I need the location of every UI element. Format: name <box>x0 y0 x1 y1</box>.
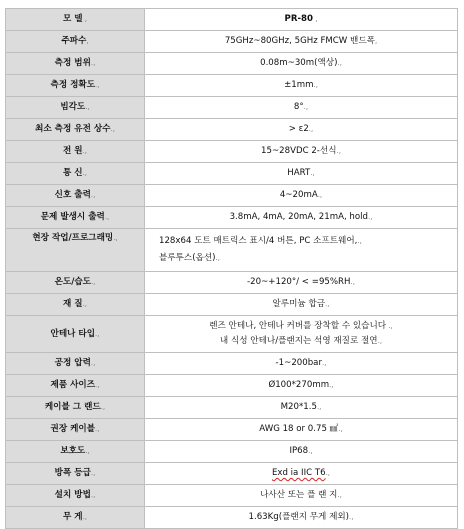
table-row <box>6 9 458 31</box>
row-value: AWG 18 or 0.75 ㎟., <box>145 419 458 441</box>
row-value: Ø100*270mm., <box>145 375 458 397</box>
row-value: 75GHz~80GHz, 5GHz FMCW 밴드폭, <box>145 31 458 53</box>
row-label: 케이블 그 랜드., <box>6 397 145 419</box>
table-row <box>6 441 458 463</box>
table-row <box>6 397 458 419</box>
row-label: 무 게., <box>6 507 145 529</box>
row-value: -1~200bar., <box>145 353 458 375</box>
table-row <box>6 316 458 353</box>
spec-table-container <box>5 8 458 529</box>
row-label: 권장 케이블., <box>6 419 145 441</box>
row-label: 공정 압력., <box>6 353 145 375</box>
row-value: Exd ia IIC T6., <box>145 463 458 485</box>
table-row <box>6 485 458 507</box>
row-label: 신호 출력., <box>6 185 145 207</box>
row-value: > ε2., <box>145 119 458 141</box>
row-label: 측정 정확도., <box>6 75 145 97</box>
row-label: 주파수, <box>6 31 145 53</box>
table-row <box>6 375 458 397</box>
row-label: 전 원., <box>6 141 145 163</box>
row-label: 문제 발생시 출력., <box>6 207 145 229</box>
row-value: HART., <box>145 163 458 185</box>
row-value: -20~+120°/ < =95%RH., <box>145 272 458 294</box>
row-value: PR-80 , <box>145 9 458 31</box>
row-label: 보호도., <box>6 441 145 463</box>
row-value: IP68., <box>145 441 458 463</box>
row-label: 통 신., <box>6 163 145 185</box>
row-value: ±1mm., <box>145 75 458 97</box>
table-row <box>6 97 458 119</box>
row-value: 3.8mA, 4mA, 20mA, 21mA, hold., <box>145 207 458 229</box>
table-row <box>6 294 458 316</box>
row-label: 설치 방법., <box>6 485 145 507</box>
row-value: M20*1.5., <box>145 397 458 419</box>
table-row <box>6 463 458 485</box>
table-row <box>6 419 458 441</box>
row-label: 현장 작업/프로그래밍., <box>6 229 145 272</box>
row-label: 안테나 타입., <box>6 316 145 353</box>
table-row <box>6 141 458 163</box>
table-row <box>6 31 458 53</box>
row-label: 재 질., <box>6 294 145 316</box>
row-value: 128x64 도트 매트릭스 표시/4 버튼, PC 소프트웨어,., 블루투스(옵션)., <box>145 229 458 272</box>
table-row <box>6 507 458 529</box>
row-label: 온도/습도., <box>6 272 145 294</box>
table-row <box>6 185 458 207</box>
row-value: 렌즈 안테나, 안테나 커버를 장착할 수 있습니다 ., 내 식성 안테나/플랜지는 석영 재질로 절연., <box>145 316 458 353</box>
table-row <box>6 163 458 185</box>
row-value: 알루미늄 합금., <box>145 294 458 316</box>
table-row <box>6 75 458 97</box>
row-label: 최소 측정 유전 상수., <box>6 119 145 141</box>
row-label: 방폭 등급., <box>6 463 145 485</box>
row-label: 빔각도., <box>6 97 145 119</box>
row-label: 제품 사이즈., <box>6 375 145 397</box>
row-label: 모 델 , <box>6 9 145 31</box>
table-row <box>6 353 458 375</box>
table-row <box>6 207 458 229</box>
table-row <box>6 229 458 272</box>
table-row <box>6 119 458 141</box>
row-label: 측정 범위., <box>6 53 145 75</box>
table-row <box>6 272 458 294</box>
row-value: 1.63Kg(플랜지 무게 제외)., <box>145 507 458 529</box>
row-value: 나사산 또는 플 랜 지., <box>145 485 458 507</box>
row-value: 15~28VDC 2-선식., <box>145 141 458 163</box>
row-value: 8°., <box>145 97 458 119</box>
row-value: 0.08m~30m(액상)., <box>145 53 458 75</box>
table-row <box>6 53 458 75</box>
row-value: 4~20mA., <box>145 185 458 207</box>
spec-table <box>5 8 458 529</box>
